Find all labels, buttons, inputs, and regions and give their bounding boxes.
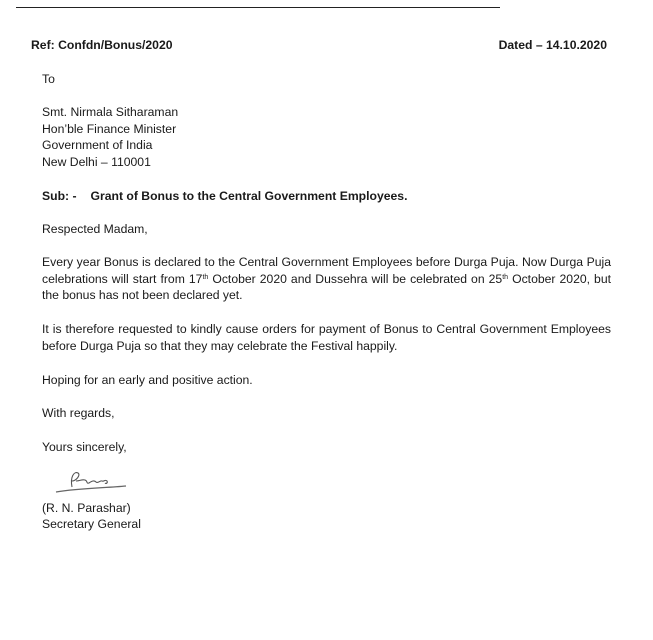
recipient-organization: Government of India [42,138,153,152]
salutation: Respected Madam, [42,222,148,236]
subject-label: Sub: - [42,189,77,203]
ordinal-suffix: th [202,273,209,281]
recipient-name: Smt. Nirmala Sitharaman [42,105,179,119]
subject-text: Grant of Bonus to the Central Government Employees. [90,189,408,203]
closing-line: Hoping for an early and positive action. [42,373,253,387]
body-paragraph-2: It is therefore requested to kindly cause orders for payment of Bonus to Central Government Employees before Durga Puja so that they may celebrate the Festival happily. [42,322,611,353]
sign-off: Yours sincerely, [42,440,127,454]
regards: With regards, [42,406,115,420]
to-label: To [42,72,55,86]
ordinal-suffix: th [502,273,509,281]
paragraph-1-text-c: October 2020, but the bonus has not been declared yet. [42,271,611,302]
signature-image [50,467,130,495]
recipient-designation: Hon’ble Finance Minister [42,121,177,136]
top-divider [16,7,500,8]
signatory-name: (R. N. Parashar) [42,501,131,515]
recipient-address [42,104,178,170]
body-paragraph-1 [42,254,611,304]
recipient-city: New Delhi – 110001 [42,154,151,169]
letter-date: Dated – 14.10.2020 [498,38,607,52]
reference-number: Ref: Confdn/Bonus/2020 [31,38,173,52]
subject-line [42,188,407,205]
signatory-title: Secretary General [42,517,141,531]
paragraph-1-text-b: October 2020 and Dussehra will be celebrated on 25 [208,271,503,286]
paragraph-1-text-a: Every year Bonus is declared to the Central Government Employees before Durga Puja. Now Durga Puja celebrations will start from 17 [42,255,611,286]
